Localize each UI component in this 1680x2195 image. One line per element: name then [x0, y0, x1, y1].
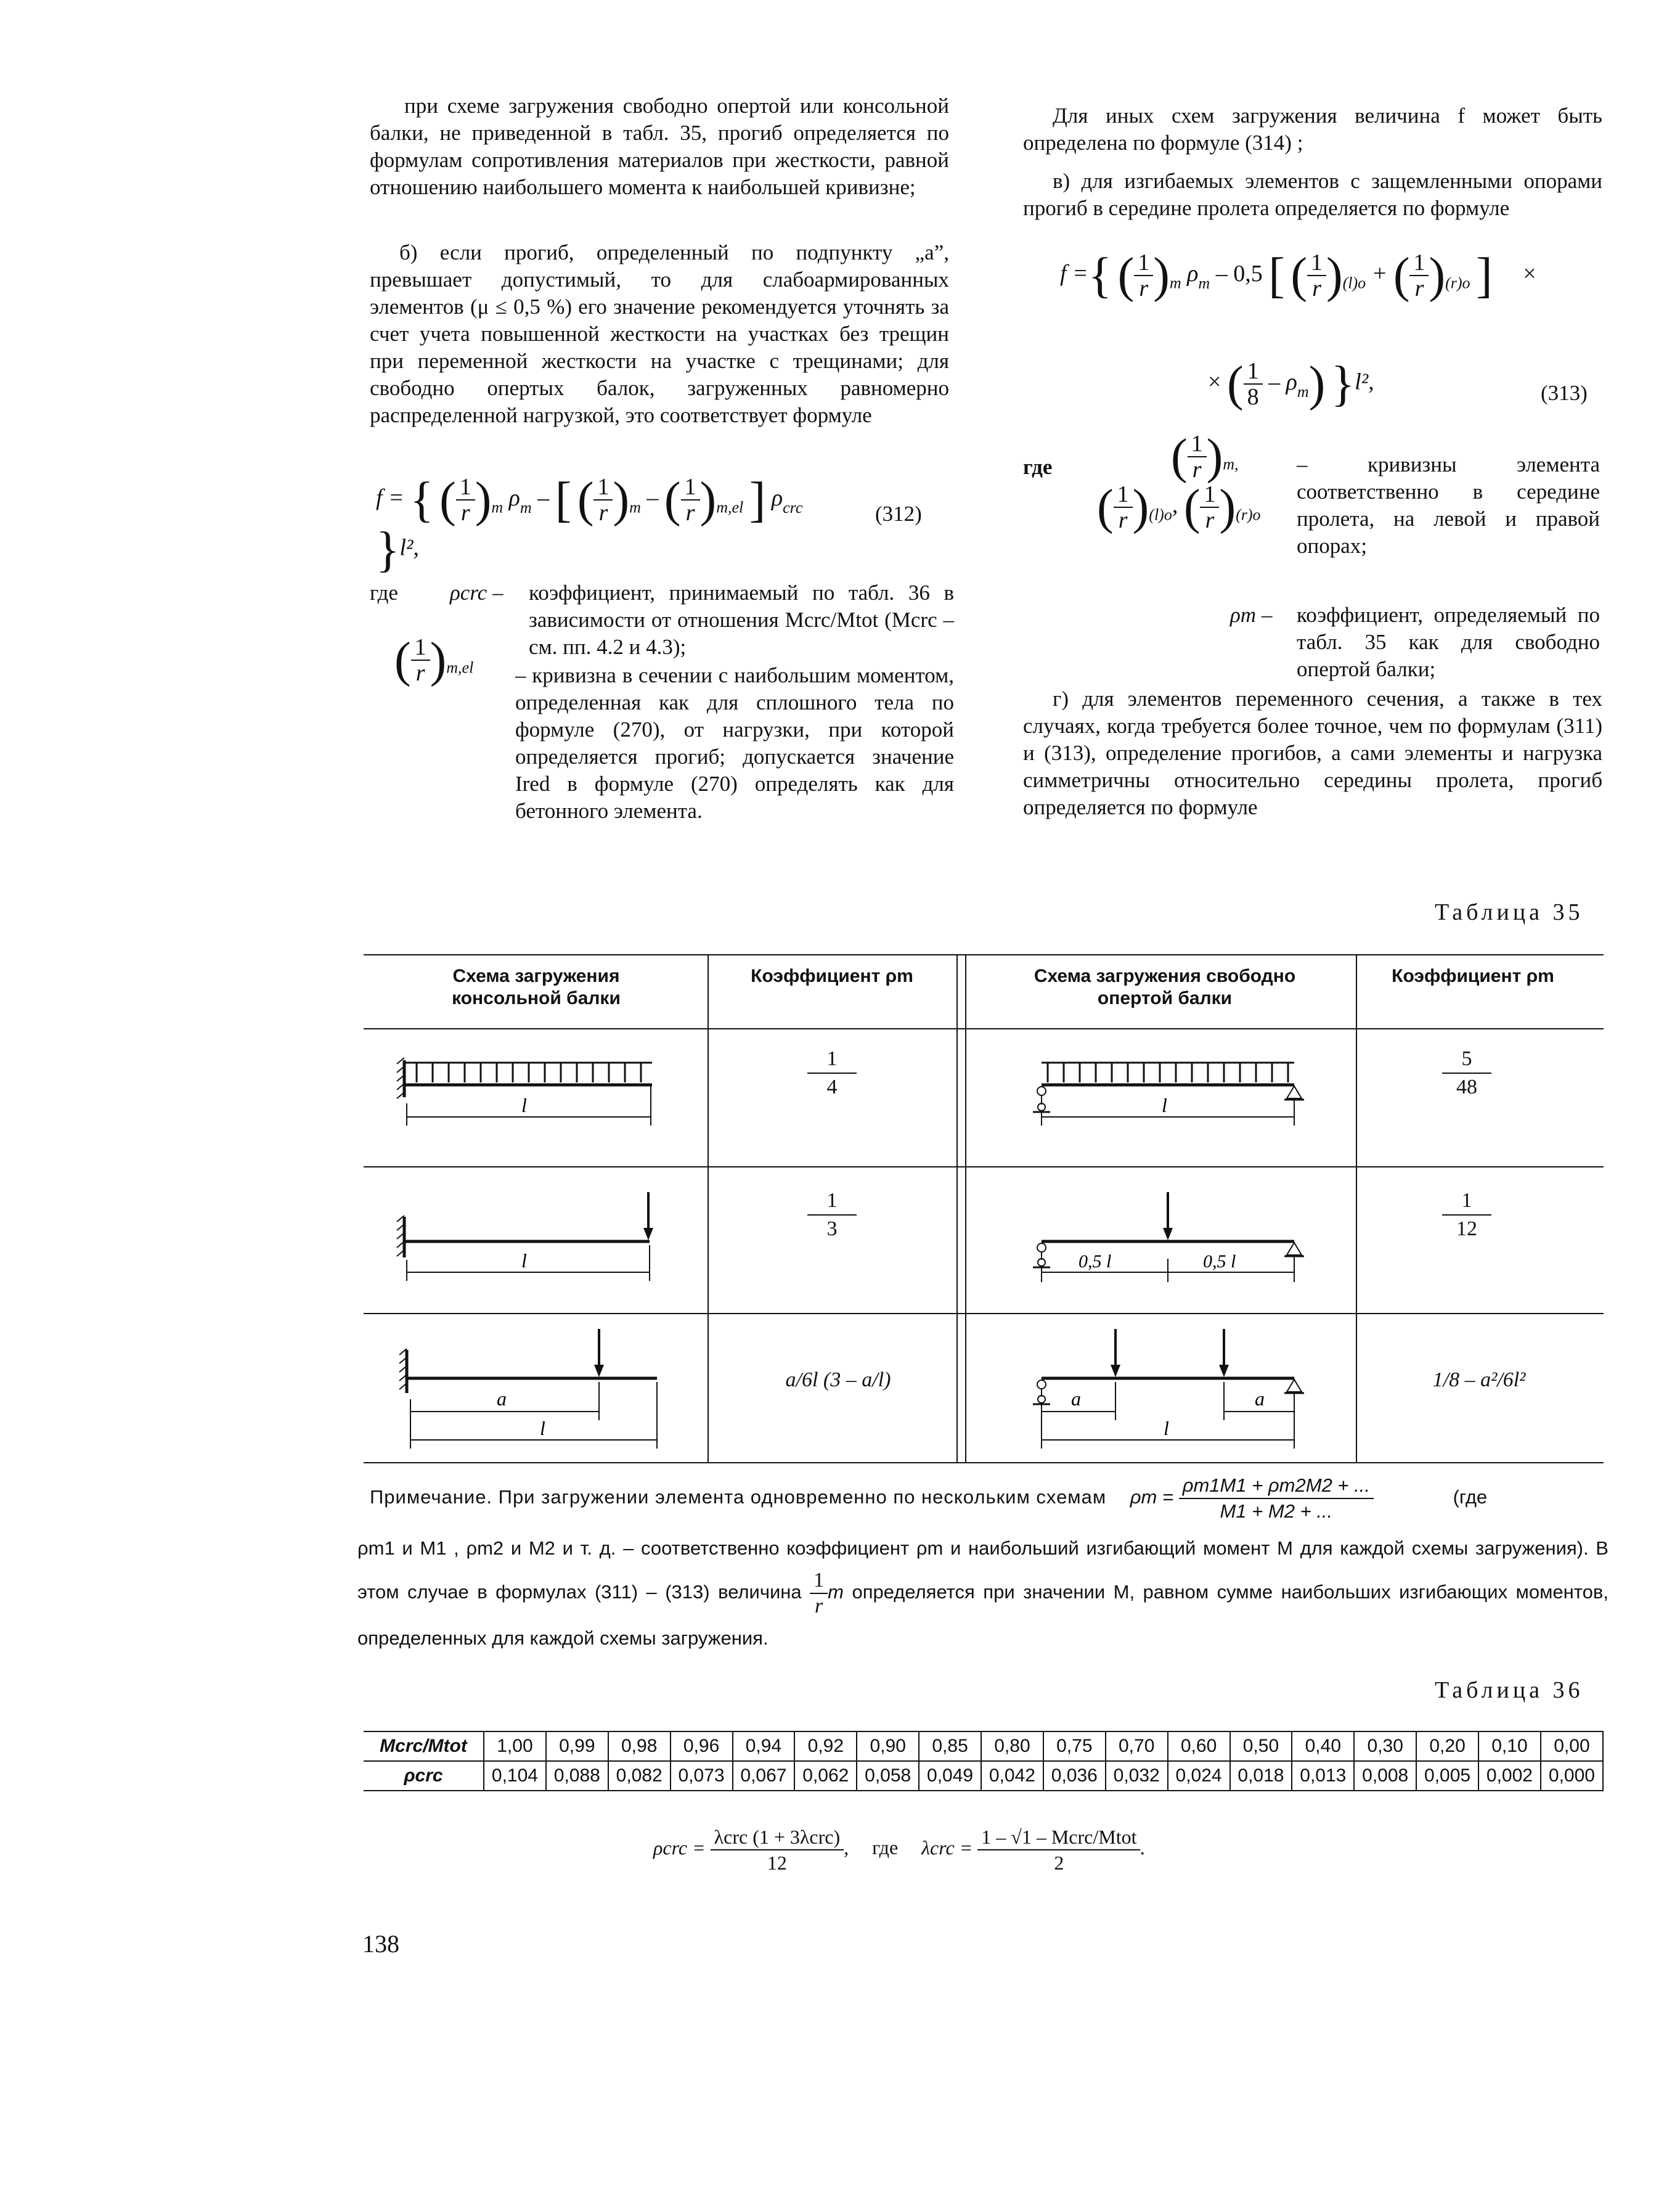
- table35-rule: [364, 1166, 1604, 1167]
- note-formula: [1179, 1473, 1374, 1524]
- note-intro: Примечание. При загружении элемента одновременно по нескольким схемам: [370, 1486, 1107, 1508]
- table36-ratio-cell: 0,92: [794, 1731, 857, 1761]
- table36-ratio-cell: 0,80: [981, 1731, 1043, 1761]
- right-def2-text: коэффициент, определяемый по табл. 35 как для свободно опертой балки;: [1297, 603, 1600, 681]
- table36-coef-row: [364, 1761, 1603, 1791]
- coef-numerator: 1: [807, 1187, 857, 1216]
- table36-ratio-cell: 0,20: [1416, 1731, 1478, 1761]
- coef-numerator: 5: [1442, 1045, 1491, 1074]
- left-paragraph-1: при схеме загружения свободно опертой или консольной балки, не приведенной в табл. 35, прогиб определяется по формулам сопротивления материалов при жесткости, равной отношению наибольшего момента к наибольшей кривизне;: [370, 94, 949, 199]
- table35-rule: [364, 954, 1604, 955]
- table36-coef-cell: 0,088: [546, 1761, 608, 1791]
- table35-row3-ss-coef: 1/8 – a²/6l²: [1432, 1368, 1526, 1391]
- left-def1-symbol: ρcrc –: [450, 581, 504, 605]
- table36-ratio-cell: 0,70: [1106, 1731, 1168, 1761]
- table35-row1-ss-coef: [1442, 1045, 1491, 1101]
- formula-312: f = { ( $\frac{1}{r}$ )$_m$ $\rho_m$ – [ ( $\frac{1}{r}$ )$_m$ – ( $\frac{1}{r}$ )$_{m,el}$ ] $\rho_{crc}$ }l²,: [376, 473, 803, 577]
- table36-coef-cell: 0,000: [1541, 1761, 1603, 1791]
- coef-denominator: 48: [1456, 1076, 1477, 1098]
- span-label: l: [1162, 1094, 1167, 1116]
- left-def2-text: – кривизна в сечении с наибольшим моментом, определенная как для сплошного тела по формуле (270), от нагрузки, при которой определяется прогиб; допускается значение Ired в формуле (270) определять как для бетонного элемента.: [515, 663, 954, 823]
- rho-crc-denominator: 12: [767, 1852, 787, 1874]
- table36-coef-cell: 0,005: [1416, 1761, 1478, 1791]
- simply-supported-uniform-load-diagram: [1029, 1048, 1307, 1147]
- formula-313-line2: × ( $\frac{1}{8}$ – $\rho_m$) }l²,: [1208, 357, 1374, 411]
- table35-title: Таблица 35: [1435, 899, 1584, 925]
- span-label: l: [540, 1417, 545, 1439]
- table35-header-coef-1: Коэффициент ρm: [751, 966, 913, 986]
- cantilever-point-load-at-a-diagram: [392, 1325, 663, 1455]
- table36-coef-cell: 0,002: [1478, 1761, 1541, 1791]
- table36-coef-cell: 0,049: [919, 1761, 981, 1791]
- table36-coef-cell: 0,073: [671, 1761, 733, 1791]
- cantilever-uniform-load-diagram: [392, 1048, 663, 1147]
- simply-supported-midspan-load-diagram: [1029, 1186, 1307, 1297]
- table36-ratio-cell: 0,00: [1541, 1731, 1603, 1761]
- table36-ratio-cell: 0,85: [919, 1731, 981, 1761]
- table36-coef-cell: 0,082: [608, 1761, 671, 1791]
- rho-crc-numerator: λcrc (1 + 3λcrc): [711, 1825, 844, 1850]
- table35-rule: [364, 1028, 1604, 1029]
- table36-formulas: ρcrc = λcrc (1 + 3λcrc) 12 , где λcrc = 1 – √1 – Mcrc/Mtot 2 .: [653, 1826, 1146, 1874]
- right-where-label: где: [1023, 455, 1053, 479]
- left-paragraph-2: б) если прогиб, определенный по подпункту „а”, превышает допустимый, то для слабоармированных элементов (μ ≤ 0,5 %) его значение рекомендуется уточнять за счет учета повышенной жесткости на участках без трещин при переменной жесткости на участке с трещинами; для свободно опертых балок, загруженных равномерно распределенной нагрузкой, это соответствует формуле: [370, 240, 949, 427]
- coef-denominator: 12: [1456, 1217, 1477, 1240]
- note-line1: [370, 1473, 1609, 1524]
- formula-312-number: (312): [875, 502, 922, 526]
- note-paren: (где: [1453, 1486, 1488, 1508]
- note-line2: ρm1 и M1 , ρm2 и M2 и т. д. – соответственно коэффициент ρm и наибольший изгибающий момент M для каждой схемы загружения). В этом случае в формулах (311) – (313) величина $\frac{1}{r}$ m определяется при значении M, равном сумме наибольших изгибающих моментов, определенных для каждой схемы загружения.: [357, 1537, 1609, 1649]
- lambda-crc-lhs: λcrc =: [921, 1836, 973, 1859]
- formula-313-number: (313): [1541, 381, 1588, 405]
- distance-a-label-right: a: [1255, 1388, 1265, 1410]
- right-paragraph-3: г) для элементов переменного сечения, а также в тех случаях, когда требуется более точное, чем по формулам (311) и (313), определение прогибов, а сами элементы и нагрузка симметричны относительно середины пролета, прогиб определяется по формуле: [1023, 687, 1602, 819]
- table35-row1-cant-coef: [807, 1045, 857, 1101]
- table36-ratio-cell: 0,98: [608, 1731, 671, 1761]
- table36-coef-cell: 0,018: [1230, 1761, 1292, 1791]
- note-line2-text: ρm1 и M1 , ρm2 и M2 и т. д. – соответственно коэффициент ρm и наибольший изгибающий момент M для каждой схемы загружения). В этом случае в формулах (311) – (313) величина: [357, 1537, 1609, 1603]
- table36-ratio-cell: 0,60: [1168, 1731, 1230, 1761]
- table36-coef-cell: 0,008: [1354, 1761, 1416, 1791]
- note-curvature-symbol: $\frac{1}{r}$: [810, 1568, 828, 1619]
- right-paragraph-2: в) для изгибаемых элементов с защемленными опорами прогиб в середине пролета определяется по формуле: [1023, 169, 1602, 220]
- note-formula-lhs: ρm =: [1130, 1486, 1174, 1508]
- table36-coef-cell: 0,062: [794, 1761, 857, 1791]
- table35-header-coef-2: Коэффициент ρm: [1392, 966, 1554, 986]
- table35-rule: [707, 954, 709, 1462]
- note-line2-post: определяется при значении M, равном сумме наибольших: [852, 1581, 1391, 1603]
- formula-313-line1: f ={ ( $\frac{1}{r}$ )$_m$ $\rho_m - 0,5$ [ ( $\frac{1}{r}$ )$_{(l)o}$ + ( $\frac{1}{r}$ )$_{(r)o}$ ] ×: [1060, 248, 1536, 303]
- simply-supported-two-point-loads-diagram: [1029, 1325, 1307, 1455]
- table36-ratio-cell: 0,99: [546, 1731, 608, 1761]
- coef-denominator: 4: [826, 1076, 838, 1098]
- left-def1-text: коэффициент, принимаемый по табл. 36 в зависимости от отношения Mcrc/Mtot (Mcrc – см. пп. 4.2 и 4.3);: [529, 581, 954, 659]
- span-label: l: [1164, 1417, 1169, 1439]
- page-number: 138: [362, 1930, 399, 1958]
- table36-coef-cell: 0,024: [1168, 1761, 1230, 1791]
- lambda-crc-denominator: 2: [1054, 1852, 1064, 1874]
- table36-coef-cell: 0,104: [484, 1761, 546, 1791]
- right-def2-symbol: ρm –: [1230, 603, 1273, 627]
- distance-a-label-left: a: [1071, 1388, 1081, 1410]
- table36-ratio-cell: 0,30: [1354, 1731, 1416, 1761]
- table35-rule: [965, 954, 966, 1462]
- table36-ratio-cell: 0,94: [733, 1731, 795, 1761]
- span-label: l: [521, 1249, 527, 1272]
- table35-row2-cant-coef: [807, 1187, 857, 1243]
- table35-rule: [1356, 954, 1357, 1462]
- half-span-label-right: 0,5 l: [1203, 1251, 1236, 1272]
- table36-coef-cell: 0,042: [981, 1761, 1043, 1791]
- table35-rule: [364, 1462, 1604, 1463]
- table36-ratio-cell: 0,90: [857, 1731, 919, 1761]
- table36-ratio-cell: 0,40: [1292, 1731, 1354, 1761]
- table36-coef-cell: 0,013: [1292, 1761, 1354, 1791]
- coef-numerator: 1: [807, 1045, 857, 1074]
- table36-ratio-cell: 0,75: [1043, 1731, 1106, 1761]
- table36-ratio-cell: 1,00: [484, 1731, 546, 1761]
- left-where-label: где: [370, 581, 398, 605]
- table36: [364, 1731, 1604, 1791]
- table36-ratio-cell: 0,96: [671, 1731, 733, 1761]
- note-formula-denominator: M1 + M2 + ...: [1220, 1500, 1333, 1522]
- table36-ratio-label: Mcrc/Mtot: [364, 1731, 484, 1761]
- table36-coef-cell: 0,032: [1106, 1761, 1168, 1791]
- rho-crc-lhs: ρcrc =: [653, 1836, 706, 1859]
- table36-coef-label: ρcrc: [364, 1761, 484, 1791]
- table35-header-simply-supported: Схема загружения свободно опертой балки: [1034, 966, 1296, 1008]
- cantilever-end-point-load-diagram: [392, 1186, 663, 1297]
- span-label: l: [521, 1094, 527, 1116]
- half-span-label-left: 0,5 l: [1079, 1251, 1112, 1272]
- table36-title: Таблица 36: [1435, 1677, 1584, 1703]
- table35-header-cantilever: Схема загружения консольной балки: [452, 966, 621, 1008]
- table36-coef-cell: 0,058: [857, 1761, 919, 1791]
- right-def1-symbols: ( $\frac{1}{r}$ )$_{m,}$ ( $\frac{1}{r}$ )$_{(l)o}$, ( $\frac{1}{r}$ )$_{(r)o}$: [1097, 430, 1261, 534]
- note-formula-numerator: ρm1M1 + ρm2M2 + ...: [1179, 1473, 1374, 1499]
- note-line3: изгибающих моментов, определенных для каждой схемы загружения.: [357, 1581, 1609, 1649]
- right-def1-text: – кривизны элемента соответственно в середине пролета, на левой и правой опорах;: [1297, 452, 1600, 558]
- table35-row2-ss-coef: [1442, 1187, 1491, 1243]
- table36-ratio-cell: 0,10: [1478, 1731, 1541, 1761]
- coef-denominator: 3: [826, 1217, 838, 1240]
- table35-rule: [364, 1313, 1604, 1314]
- distance-a-label: a: [497, 1388, 507, 1410]
- table35-rule: [956, 954, 958, 1462]
- table35-row3-cant-coef: a/6l (3 – a/l): [785, 1368, 891, 1391]
- table36-ratio-cell: 0,50: [1230, 1731, 1292, 1761]
- left-def2-symbol: ( $\frac{1}{r}$ )$_{m,el}$: [394, 633, 474, 687]
- lambda-crc-numerator: 1 – √1 – Mcrc/Mtot: [977, 1825, 1140, 1850]
- table36-where: где: [872, 1836, 899, 1859]
- table36-ratio-row: [364, 1731, 1603, 1761]
- table36-coef-cell: 0,067: [733, 1761, 795, 1791]
- table36-coef-cell: 0,036: [1043, 1761, 1106, 1791]
- coef-numerator: 1: [1442, 1187, 1491, 1216]
- right-paragraph-1: Для иных схем загружения величина f может быть определена по формуле (314) ;: [1023, 104, 1602, 155]
